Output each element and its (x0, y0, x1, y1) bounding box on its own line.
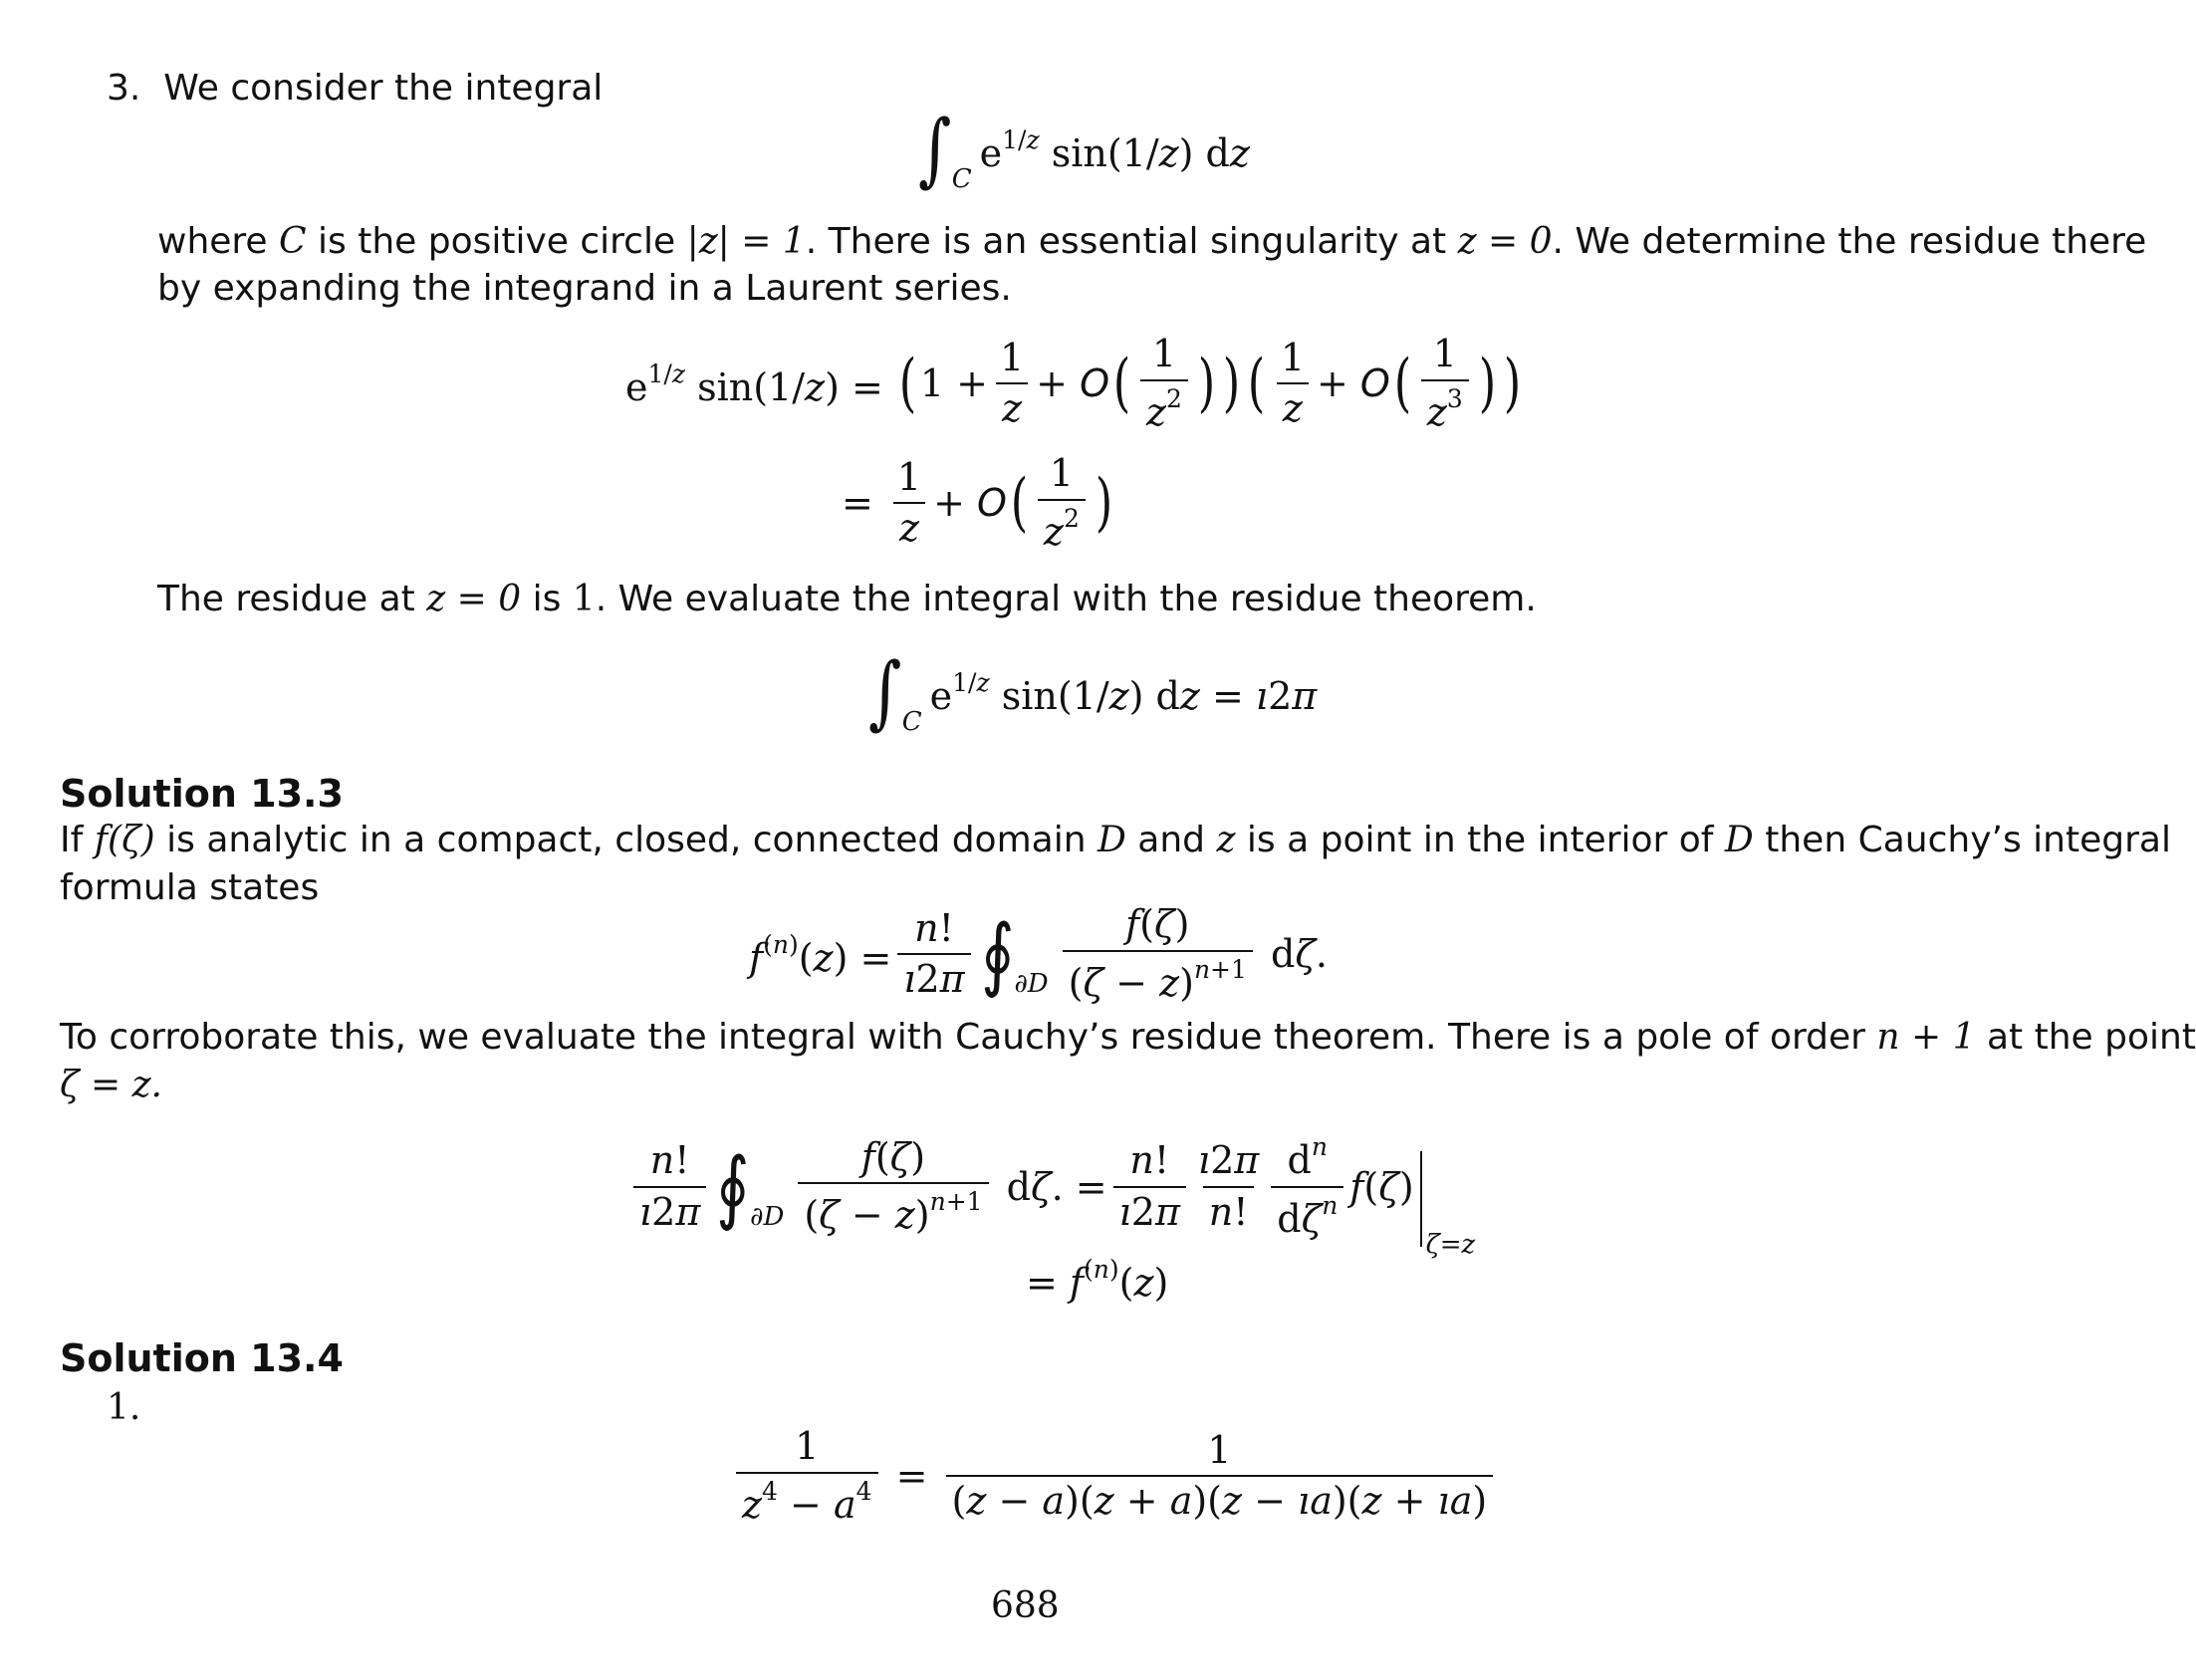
solution-13-3-para1-line1: If f(ζ) is analytic in a compact, closed, connected domain D and z is a point in the interior of D then Cauchy’s integral (60, 820, 2171, 860)
laurent-expansion-line1: $e^{1/z}$ sin(1/z) = ( 1 + $\frac{1}{z}$ + O ( $\frac{1}{z^2}$ ) ) ( $\frac{1}{z}$ + O ( $\frac{1}{z^3}$ ) ) (625, 332, 1521, 434)
solution-13-4-heading: Solution 13.4 (60, 1336, 344, 1380)
item3-intro-line (107, 65, 603, 113)
residue-theorem-result: ∫ C $e^{1/z}$ sin(1/z) dz = ı2π (868, 645, 1318, 738)
cauchy-integral-formula: $f^{(n)}(z)$ = $\frac{n!}{ı2\pi}$ ∮ ∂D $\frac{f(\zeta)}{(\zeta - z)^{n+1}}$ dζ. (749, 902, 1329, 1005)
residue-calculation-line2: = $f^{(n)}(z)$ (1026, 1255, 1169, 1305)
residue-calculation-line1: $\frac{n!}{ı2\pi}$ ∮ ∂D $\frac{f(\zeta)}{(\zeta - z)^{n+1}}$ dζ. = $\frac{n!}{ı2\pi}$ $\frac{ı2\pi}{n!}$ $\frac{d^n}{d\zeta^n}$ f(ζ) ζ=z (627, 1133, 1475, 1241)
item3-para1-line2: by expanding the integrand in a Laurent series. (157, 268, 1012, 309)
item3-para2: The residue at z = 0 is 1. We evaluate the integral with the residue theorem. (157, 579, 1537, 619)
item3-label: 3. (107, 68, 141, 109)
solution-13-3-para1-line2: formula states (60, 867, 320, 908)
solution-13-3-para2-line1: To corroborate this, we evaluate the integral with Cauchy’s residue theorem. There is a pole of order n + 1 at the point (60, 1017, 2196, 1058)
item3-para1-line1: where C is the positive circle |z| = 1. There is an essential singularity at z = 0. We determine the residue there (157, 221, 2147, 262)
laurent-expansion-line2: = $\frac{1}{z}$ + O ( $\frac{1}{z^2}$ ) (842, 451, 1113, 554)
solution-13-4-item-label: 1. (107, 1387, 141, 1428)
solution-13-3-para2-line2: ζ = z. (60, 1065, 162, 1105)
page-number: 688 (991, 1585, 1060, 1626)
solution-13-3-heading: Solution 13.3 (60, 772, 344, 816)
item3-intro: We consider the integral (163, 68, 604, 109)
integral-equation: ∫ C $e^{1/z}$ sin(1/z) dz (918, 103, 1250, 195)
partial-fraction-equation: $\frac{1}{z^4 - a^4}$ = $\frac{1}{(z - a)(z + a)(z - ıa)(z + ıa)}$ (730, 1426, 1499, 1527)
